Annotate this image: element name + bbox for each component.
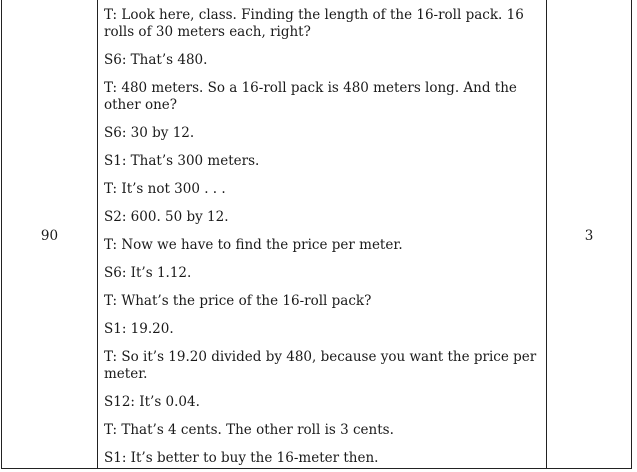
transcript-line: S6: It’s 1.12. — [104, 265, 192, 281]
transcript-line: S1: It’s better to buy the 16-meter then. — [104, 450, 379, 466]
transcript-line: S1: That’s 300 meters. — [104, 153, 260, 169]
transcript-cell — [98, 0, 547, 468]
transcript-line: T: That’s 4 cents. The other roll is 3 cents. — [104, 422, 394, 438]
transcript-line: S2: 600. 50 by 12. — [104, 209, 229, 225]
code-cell — [547, 0, 631, 468]
code-value: 3 — [584, 228, 594, 244]
transcript-line: S6: That’s 480. — [104, 52, 208, 68]
transcript-line: T: Now we have to find the price per meter. — [104, 237, 403, 253]
transcript-line: T: 480 meters. So a 16-roll pack is 480 meters long. And the other one? — [104, 80, 517, 113]
turn-number-cell — [2, 0, 98, 468]
transcript-line: S12: It’s 0.04. — [104, 394, 200, 410]
transcript-line: S6: 30 by 12. — [104, 125, 195, 141]
transcript-line: S1: 19.20. — [104, 321, 174, 337]
turn-number: 90 — [40, 228, 59, 244]
transcript-line: T: So it’s 19.20 divided by 480, because you want the price per meter. — [104, 349, 537, 382]
transcript-table — [1, 0, 632, 469]
transcript-line: T: What’s the price of the 16-roll pack? — [104, 293, 372, 309]
transcript-line: T: It’s not 300 . . . — [104, 181, 226, 197]
transcript-line: T: Look here, class. Finding the length of the 16-roll pack. 16 rolls of 30 meters each, right? — [104, 7, 524, 40]
